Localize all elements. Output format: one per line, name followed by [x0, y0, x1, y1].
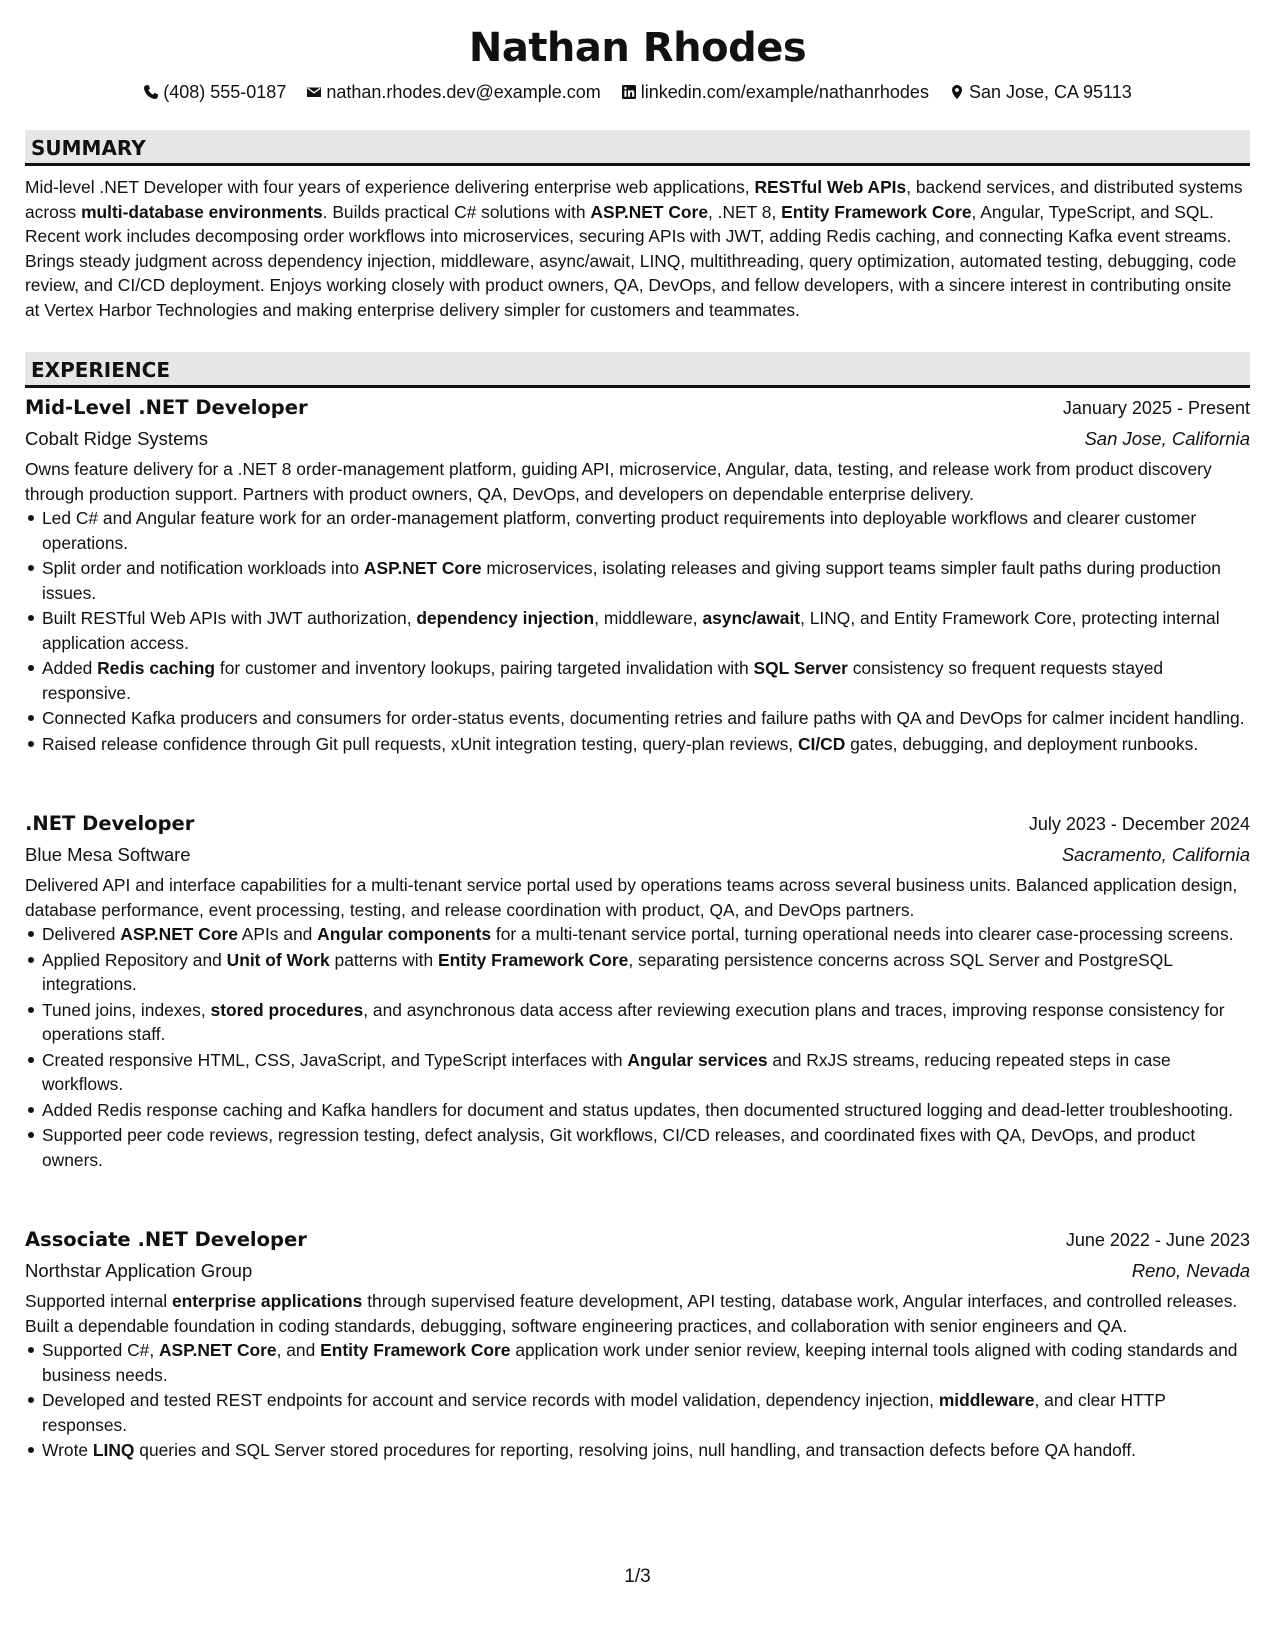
text-run: Connected Kafka producers and consumers for order-status events, documenting retries and failure paths with QA and DevOps for calmer incident handling.: [42, 708, 1245, 728]
text-run: Supported internal: [25, 1291, 172, 1311]
contact-location: [949, 80, 1132, 104]
bullet-item: [25, 606, 1250, 655]
text-run: , LINQ, and Entity Framework Core, protecting internal application access.: [42, 608, 1220, 653]
linkedin-link[interactable]: linkedin.com/example/nathanrhodes: [640, 82, 929, 102]
text-run: queries and SQL Server stored procedures for reporting, resolving joins, null handling, and transaction defects before QA handoff.: [134, 1440, 1136, 1460]
bold-text: SQL Server: [753, 658, 848, 678]
bullet-item: [25, 1338, 1250, 1387]
text-run: Added: [42, 658, 98, 678]
candidate-name: Nathan Rhodes: [468, 25, 807, 71]
bold-text: Unit of Work: [226, 949, 330, 970]
bullet-item: [25, 1098, 1250, 1123]
bold-text: Angular components: [317, 924, 492, 944]
contact-email[interactable]: [306, 80, 600, 104]
bold-text: middleware: [938, 1390, 1035, 1410]
text-run: Created responsive HTML, CSS, JavaScript, and TypeScript interfaces with: [42, 1049, 628, 1070]
bold-text: Entity Framework Core: [781, 201, 972, 222]
job-title: .NET Developer: [25, 812, 195, 835]
job-entry-northstar: [25, 1225, 1250, 1464]
bullet-item: [25, 1123, 1250, 1172]
text-run: application work under senior review, keeping internal tools aligned with coding standards and business needs.: [42, 1340, 1238, 1385]
job-dates: June 2022 - June 2023: [1065, 1230, 1250, 1250]
bullet-item: [25, 1388, 1250, 1437]
text-run: Mid-level .NET Developer with four years of experience delivering enterprise web applications,: [25, 177, 755, 197]
job-title: Associate .NET Developer: [25, 1228, 307, 1251]
text-run: Developed and tested REST endpoints for account and service records with model validation, dependency injection,: [42, 1390, 939, 1410]
text-run: for a multi-tenant service portal, turning operational needs into clearer case-processing screens.: [491, 924, 1234, 944]
text-run: , separating persistence concerns across SQL Server and PostgreSQL integrations.: [42, 949, 1173, 994]
job-entry-cobalt-ridge: [25, 393, 1250, 757]
experience-heading: EXPERIENCE: [25, 352, 1250, 388]
linkedin-icon: [621, 84, 637, 100]
bold-text: ASP.NET Core: [158, 1340, 277, 1360]
summary-section: [25, 130, 1250, 322]
text-run: , and: [276, 1340, 321, 1360]
text-run: APIs and: [237, 924, 318, 944]
bold-text: RESTful Web APIs: [754, 177, 907, 197]
job-bullets: [25, 922, 1250, 1172]
job-location: San Jose, California: [1084, 428, 1250, 449]
bold-text: Entity Framework Core: [320, 1340, 511, 1360]
bullet-item: [25, 998, 1250, 1047]
bullet-item: [25, 732, 1250, 757]
text-run: , backend services, and distributed systems across: [25, 177, 1243, 222]
text-run: Applied Repository and: [42, 949, 227, 970]
text-run: through supervised feature development, API testing, database work, Angular interfaces, and controlled releases. Built a dependable foundation in coding standards, debugging, software engineering practices, and collaboration with senior engineers and QA.: [25, 1291, 1238, 1336]
page-number: 1/3: [624, 1566, 651, 1587]
text-run: , middleware,: [594, 608, 703, 628]
summary-text: [25, 175, 1250, 322]
text-run: Tuned joins, indexes,: [42, 999, 211, 1020]
job-title: Mid-Level .NET Developer: [25, 396, 308, 419]
text-run: and RxJS streams, reducing repeated steps in case workflows.: [42, 1049, 1171, 1094]
bullet-item: [25, 1048, 1250, 1097]
job-entry-blue-mesa: [25, 809, 1250, 1173]
bullet-item: [25, 656, 1250, 705]
text-run: Supported C#,: [42, 1340, 159, 1360]
text-run: microservices, isolating releases and giving support teams simpler fault paths during production issues.: [42, 558, 1221, 603]
company-name: Northstar Application Group: [25, 1260, 253, 1281]
job-dates: July 2023 - December 2024: [1028, 814, 1250, 834]
text-run: Wrote: [42, 1440, 93, 1460]
bullet-item: [25, 922, 1250, 947]
text-run: Led C# and Angular feature work for an order-management platform, converting product requirements into deployable workflows and clearer customer operations.: [42, 508, 1197, 553]
contact-bar: [0, 80, 1275, 104]
phone-icon: [143, 84, 159, 100]
bold-text: ASP.NET Core: [590, 201, 708, 222]
location-text: San Jose, CA 95113: [968, 82, 1132, 102]
bold-text: Redis caching: [97, 658, 216, 678]
bold-text: stored procedures: [210, 999, 364, 1020]
bold-text: ASP.NET Core: [363, 558, 482, 578]
contact-phone: [143, 80, 286, 104]
bold-text: multi-database environments: [81, 201, 323, 222]
bullet-item: [25, 948, 1250, 997]
text-run: consistency so frequent requests stayed responsive.: [42, 658, 1164, 703]
job-summary: [25, 1289, 1250, 1338]
text-run: patterns with: [329, 949, 438, 970]
bold-text: enterprise applications: [171, 1291, 363, 1311]
text-run: Owns feature delivery for a .NET 8 order-management platform, guiding API, microservice, Angular, data, testing, and release work from product discovery through production support. Partners with product owners, QA, DevOps, and developers on dependable enterprise delivery.: [25, 459, 1212, 504]
bold-text: CI/CD: [797, 733, 846, 754]
text-run: Added Redis response caching and Kafka handlers for document and status updates, then documented structured logging and dead-letter troubleshooting.: [42, 1099, 1234, 1120]
bold-text: Angular services: [627, 1049, 768, 1070]
contact-linkedin[interactable]: [621, 80, 929, 104]
job-summary: [25, 457, 1250, 506]
job-summary: [25, 873, 1250, 922]
text-run: , and asynchronous data access after reviewing execution plans and traces, improving response consistency for operations staff.: [42, 999, 1225, 1044]
text-run: gates, debugging, and deployment runbooks.: [845, 733, 1199, 754]
text-run: . Builds practical C# solutions with: [322, 201, 591, 222]
bold-text: dependency injection: [416, 608, 595, 628]
text-run: , Angular, TypeScript, and SQL. Recent work includes decomposing order workflows into microservices, securing APIs with JWT, adding Redis caching, and connecting Kafka event streams. Brings steady judgment across dependency injection, middleware, async/await, LINQ, multithreading, query optimization, automated testing, debugging, code review, and CI/CD deployment. Enjoys working closely with product owners, QA, DevOps, and fellow developers, with a sincere interest in contributing onsite at Vertex Harbor Technologies and making enterprise delivery simpler for customers and teammates.: [25, 201, 1237, 320]
map-pin-icon: [949, 84, 965, 100]
job-dates: January 2025 - Present: [1062, 398, 1250, 418]
company-name: Blue Mesa Software: [25, 844, 191, 865]
text-run: Delivered: [42, 924, 121, 944]
text-run: , .NET 8,: [708, 201, 782, 222]
bold-text: LINQ: [92, 1440, 135, 1460]
job-location: Reno, Nevada: [1131, 1260, 1250, 1281]
bold-text: async/await: [702, 608, 801, 628]
company-name: Cobalt Ridge Systems: [25, 428, 209, 449]
bold-text: ASP.NET Core: [120, 924, 238, 944]
job-location: Sacramento, California: [1061, 844, 1250, 865]
summary-heading: SUMMARY: [25, 130, 1250, 166]
bullet-item: [25, 556, 1250, 605]
phone-text: (408) 555-0187: [163, 82, 287, 102]
experience-section: [25, 352, 1250, 388]
job-bullets: [25, 1338, 1250, 1463]
bold-text: Entity Framework Core: [437, 949, 629, 970]
envelope-icon: [306, 84, 322, 100]
text-run: Delivered API and interface capabilities for a multi-tenant service portal used by operations teams across several business units. Balanced application design, database performance, event processing, testing, and release coordination with product, QA, and DevOps partners.: [25, 875, 1238, 920]
bullet-item: [25, 506, 1250, 555]
bullet-item: [25, 706, 1250, 731]
text-run: , and clear HTTP responses.: [42, 1390, 1166, 1435]
text-run: Supported peer code reviews, regression testing, defect analysis, Git workflows, CI/CD releases, and coordinated fixes with QA, DevOps, and product owners.: [42, 1125, 1196, 1170]
email-link[interactable]: nathan.rhodes.dev@example.com: [326, 82, 601, 102]
text-run: for customer and inventory lookups, pairing targeted invalidation with: [215, 658, 754, 678]
text-run: Built RESTful Web APIs with JWT authorization,: [42, 608, 417, 628]
job-bullets: [25, 506, 1250, 756]
text-run: Raised release confidence through Git pull requests, xUnit integration testing, query-plan reviews,: [42, 733, 798, 754]
bullet-item: [25, 1438, 1250, 1463]
text-run: Split order and notification workloads into: [42, 558, 364, 578]
